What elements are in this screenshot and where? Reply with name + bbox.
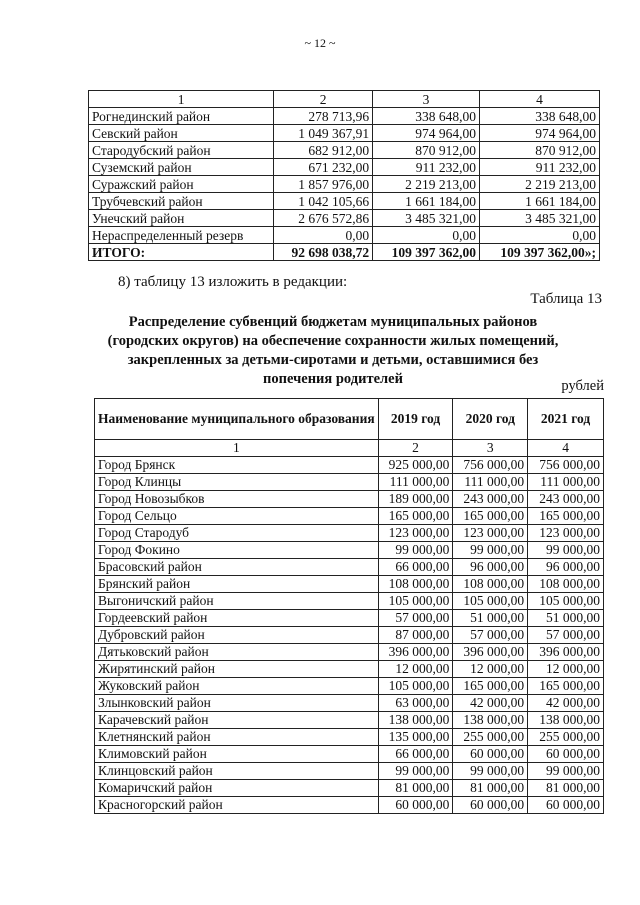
table-row xyxy=(89,176,600,193)
table-cell: 278 713,96 xyxy=(274,108,373,125)
table-cell: ИТОГО: xyxy=(89,244,274,261)
table-cell: 4 xyxy=(528,440,604,457)
table-row xyxy=(89,108,600,125)
table-cell: 66 000,00 xyxy=(378,746,453,763)
table-cell: Город Новозыбков xyxy=(95,491,379,508)
table-header-row xyxy=(95,399,604,440)
table-cell: 2 219 213,00 xyxy=(373,176,480,193)
table-cell: 96 000,00 xyxy=(528,559,604,576)
table-cell: 3 xyxy=(453,440,528,457)
column-number-row xyxy=(95,440,604,457)
table-cell: 911 232,00 xyxy=(373,159,480,176)
table-cell: 108 000,00 xyxy=(378,576,453,593)
table-cell: 60 000,00 xyxy=(528,797,604,814)
table-cell: 682 912,00 xyxy=(274,142,373,159)
table-cell: 0,00 xyxy=(479,227,599,244)
table-cell: Гордеевский район xyxy=(95,610,379,627)
table-cell: 255 000,00 xyxy=(453,729,528,746)
table-cell: Стародубский район xyxy=(89,142,274,159)
table-cell: Город Стародуб xyxy=(95,525,379,542)
table-cell: 99 000,00 xyxy=(528,763,604,780)
table-row xyxy=(89,142,600,159)
table-cell: 165 000,00 xyxy=(453,508,528,525)
table-cell: 1 661 184,00 xyxy=(373,193,480,210)
column-header: 2019 год xyxy=(378,399,453,440)
table-row xyxy=(89,159,600,176)
table-cell: Карачевский район xyxy=(95,712,379,729)
table-cell: 870 912,00 xyxy=(373,142,480,159)
item-8-text: 8) таблицу 13 изложить в редакции: xyxy=(118,274,348,290)
table-cell: 925 000,00 xyxy=(378,457,453,474)
table-cell: 0,00 xyxy=(274,227,373,244)
table-row xyxy=(95,712,604,729)
table-cell: 3 485 321,00 xyxy=(479,210,599,227)
table-cell: Трубчевский район xyxy=(89,193,274,210)
table-cell: 92 698 038,72 xyxy=(274,244,373,261)
table-cell: Жуковский район xyxy=(95,678,379,695)
table-cell: 51 000,00 xyxy=(528,610,604,627)
table-cell: 2 xyxy=(378,440,453,457)
table-row xyxy=(89,125,600,142)
table-cell: 2 676 572,86 xyxy=(274,210,373,227)
table-cell: 42 000,00 xyxy=(528,695,604,712)
table-row xyxy=(95,661,604,678)
table-cell: Жирятинский район xyxy=(95,661,379,678)
table-cell: 1 049 367,91 xyxy=(274,125,373,142)
unit-label: рублей xyxy=(561,378,604,394)
table-cell: 60 000,00 xyxy=(453,797,528,814)
table-cell: 108 000,00 xyxy=(528,576,604,593)
table-cell: 12 000,00 xyxy=(378,661,453,678)
table-row xyxy=(95,627,604,644)
table-cell: Севский район xyxy=(89,125,274,142)
table-cell: 396 000,00 xyxy=(528,644,604,661)
table-cell: 108 000,00 xyxy=(453,576,528,593)
table-cell: 57 000,00 xyxy=(378,610,453,627)
table-cell: 2 xyxy=(274,91,373,108)
table-cell: Злынковский район xyxy=(95,695,379,712)
table-cell: 63 000,00 xyxy=(378,695,453,712)
table-cell: Город Клинцы xyxy=(95,474,379,491)
table-cell: 138 000,00 xyxy=(528,712,604,729)
table-cell: 671 232,00 xyxy=(274,159,373,176)
table-cell: 138 000,00 xyxy=(378,712,453,729)
table-cell: Рогнединский район xyxy=(89,108,274,125)
table-row xyxy=(95,542,604,559)
table-cell: Брасовский район xyxy=(95,559,379,576)
table-13 xyxy=(94,398,604,814)
table-row xyxy=(95,763,604,780)
table-cell: 57 000,00 xyxy=(528,627,604,644)
page-number: ~ 12 ~ xyxy=(304,36,336,50)
table-row xyxy=(95,525,604,542)
table-13-label: Таблица 13 xyxy=(530,291,602,307)
table-row xyxy=(95,559,604,576)
table-cell: 338 648,00 xyxy=(479,108,599,125)
table-cell: Нераспределенный резерв xyxy=(89,227,274,244)
table-cell: 81 000,00 xyxy=(378,780,453,797)
table-cell: 4 xyxy=(479,91,599,108)
table-cell: 123 000,00 xyxy=(378,525,453,542)
table-cell: 338 648,00 xyxy=(373,108,480,125)
table-cell: 0,00 xyxy=(373,227,480,244)
table-cell: 756 000,00 xyxy=(453,457,528,474)
table-cell: 12 000,00 xyxy=(453,661,528,678)
table-row xyxy=(95,457,604,474)
table-cell: Выгоничский район xyxy=(95,593,379,610)
table-cell: Город Фокино xyxy=(95,542,379,559)
table-cell: 243 000,00 xyxy=(528,491,604,508)
table-cell: 42 000,00 xyxy=(453,695,528,712)
column-header: Наименование муниципального образования xyxy=(95,399,379,440)
table-cell: 1 661 184,00 xyxy=(479,193,599,210)
table-cell: 1 857 976,00 xyxy=(274,176,373,193)
table-cell: 57 000,00 xyxy=(453,627,528,644)
table-row xyxy=(95,678,604,695)
table-cell: 109 397 362,00 xyxy=(373,244,480,261)
table-cell: Дубровский район xyxy=(95,627,379,644)
table-cell: 3 xyxy=(373,91,480,108)
table-cell: 123 000,00 xyxy=(528,525,604,542)
table-cell: 974 964,00 xyxy=(373,125,480,142)
table-cell: 2 219 213,00 xyxy=(479,176,599,193)
table-cell: Город Брянск xyxy=(95,457,379,474)
table-row xyxy=(89,210,600,227)
table-cell: 60 000,00 xyxy=(528,746,604,763)
table-cell: Климовский район xyxy=(95,746,379,763)
table-cell: 60 000,00 xyxy=(453,746,528,763)
table-cell: Клинцовский район xyxy=(95,763,379,780)
column-header: 2020 год xyxy=(453,399,528,440)
table-cell: 396 000,00 xyxy=(378,644,453,661)
column-header: 2021 год xyxy=(528,399,604,440)
table-row xyxy=(95,576,604,593)
table-cell: 255 000,00 xyxy=(528,729,604,746)
table-cell: Город Сельцо xyxy=(95,508,379,525)
table-cell: 3 485 321,00 xyxy=(373,210,480,227)
table-row xyxy=(95,797,604,814)
table-cell: 111 000,00 xyxy=(378,474,453,491)
table-cell: 81 000,00 xyxy=(453,780,528,797)
table-row xyxy=(95,644,604,661)
table-row xyxy=(95,508,604,525)
table-cell: 111 000,00 xyxy=(528,474,604,491)
table-cell: 189 000,00 xyxy=(378,491,453,508)
table-cell: 165 000,00 xyxy=(528,508,604,525)
table-cell: 51 000,00 xyxy=(453,610,528,627)
table-cell: 165 000,00 xyxy=(453,678,528,695)
table-cell: Унечский район xyxy=(89,210,274,227)
table-row xyxy=(95,746,604,763)
table-header-row xyxy=(89,91,600,108)
table-row xyxy=(95,729,604,746)
table-cell: 396 000,00 xyxy=(453,644,528,661)
table-cell: 974 964,00 xyxy=(479,125,599,142)
table-cell: 12 000,00 xyxy=(528,661,604,678)
table-cell: 138 000,00 xyxy=(453,712,528,729)
table-cell: 1 xyxy=(89,91,274,108)
table-cell: 105 000,00 xyxy=(378,593,453,610)
table-13-title: Распределение субвенций бюджетам муниципальных районов (городских округов) на обеспечение сохранности жилых помещений, закрепленных за детьми-сиротами и детьми, оставшимися без попечения родителей xyxy=(107,314,559,387)
table-cell: Комаричский район xyxy=(95,780,379,797)
table-cell: 911 232,00 xyxy=(479,159,599,176)
table-row xyxy=(95,695,604,712)
table-cell: Суражский район xyxy=(89,176,274,193)
table-cell: 99 000,00 xyxy=(453,763,528,780)
table-cell: 109 397 362,00»; xyxy=(479,244,599,261)
table-cell: 135 000,00 xyxy=(378,729,453,746)
table-cell: 66 000,00 xyxy=(378,559,453,576)
table-cell: Красногорский район xyxy=(95,797,379,814)
table-cell: 81 000,00 xyxy=(528,780,604,797)
table-row xyxy=(95,474,604,491)
table-cell: 111 000,00 xyxy=(453,474,528,491)
table-row xyxy=(95,610,604,627)
table-cell: 99 000,00 xyxy=(378,542,453,559)
table-cell: 87 000,00 xyxy=(378,627,453,644)
table-cell: 123 000,00 xyxy=(453,525,528,542)
table-cell: 99 000,00 xyxy=(378,763,453,780)
table-cell: 1 xyxy=(95,440,379,457)
total-row xyxy=(89,244,600,261)
table-row xyxy=(95,491,604,508)
table-cell: 756 000,00 xyxy=(528,457,604,474)
table-cell: 243 000,00 xyxy=(453,491,528,508)
table-row xyxy=(95,780,604,797)
table-cell: Дятьковский район xyxy=(95,644,379,661)
table-12-continuation xyxy=(88,90,600,261)
table-cell: 165 000,00 xyxy=(378,508,453,525)
table-cell: 99 000,00 xyxy=(528,542,604,559)
table-cell: 99 000,00 xyxy=(453,542,528,559)
table-cell: Суземский район xyxy=(89,159,274,176)
table-row xyxy=(89,193,600,210)
table-cell: 105 000,00 xyxy=(453,593,528,610)
table-cell: Клетнянский район xyxy=(95,729,379,746)
table-cell: 60 000,00 xyxy=(378,797,453,814)
table-cell: 105 000,00 xyxy=(528,593,604,610)
table-cell: Брянский район xyxy=(95,576,379,593)
table-cell: 105 000,00 xyxy=(378,678,453,695)
table-cell: 870 912,00 xyxy=(479,142,599,159)
table-row xyxy=(95,593,604,610)
table-row xyxy=(89,227,600,244)
table-cell: 96 000,00 xyxy=(453,559,528,576)
table-cell: 1 042 105,66 xyxy=(274,193,373,210)
table-cell: 165 000,00 xyxy=(528,678,604,695)
